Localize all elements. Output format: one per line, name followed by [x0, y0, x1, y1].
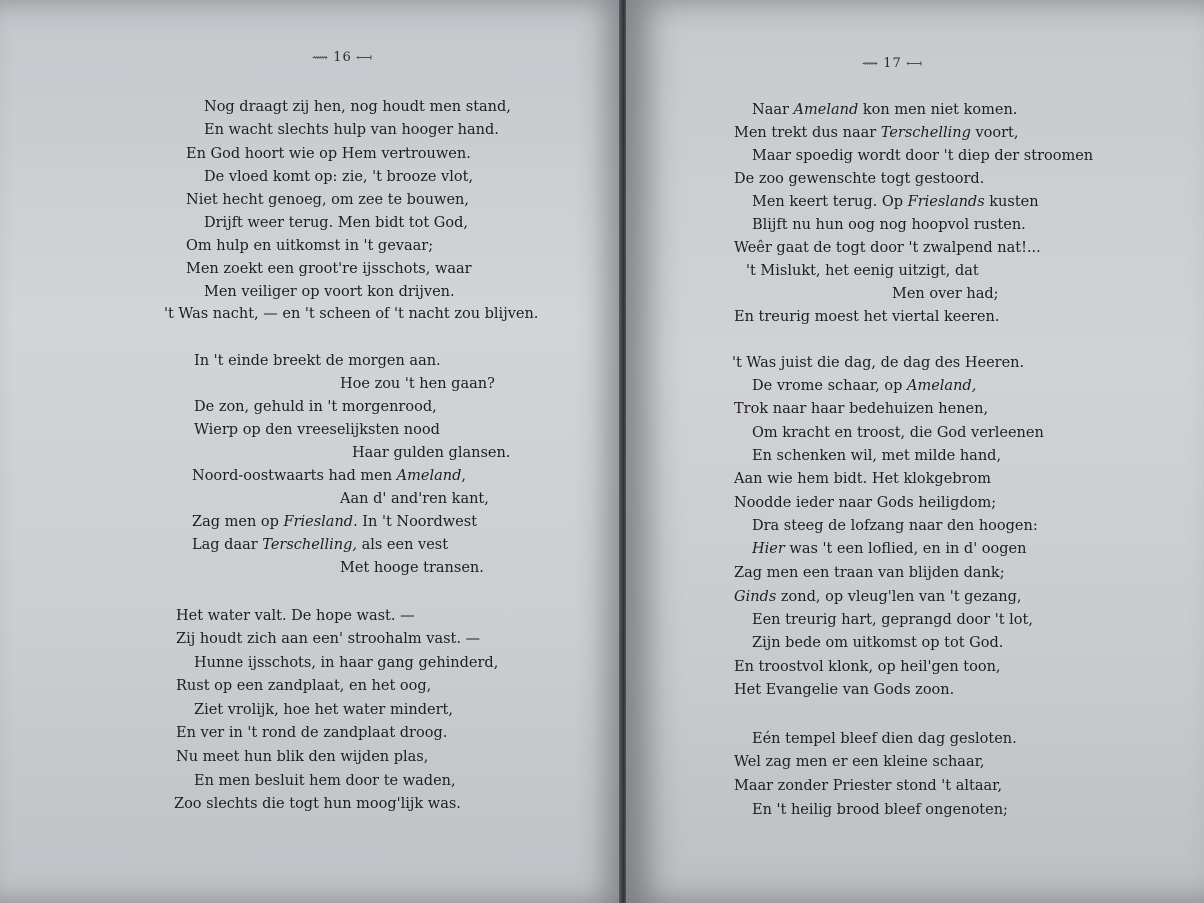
verse-line: Zag men een traan van blijden dank; — [734, 565, 1005, 581]
verse-line: En ver in 't rond de zandplaat droog. — [176, 725, 448, 741]
verse-line: De vrome schaar, op Ameland, — [752, 378, 977, 394]
verse-line: Wierp op den vreeselijksten nood — [194, 422, 440, 438]
verse-line: Men zoekt een groot're ijsschots, waar — [186, 261, 472, 277]
verse-line: Rust op een zandplaat, en het oog, — [176, 678, 432, 694]
verse-line: Zag men op Friesland. In 't Noordwest — [192, 514, 478, 530]
verse-line: Dra steeg de lofzang naar den hoogen: — [752, 518, 1038, 534]
verse-line: 't Was juist die dag, de dag des Heeren. — [732, 355, 1025, 371]
verse-line: Nu meet hun blik den wijden plas, — [176, 749, 429, 765]
ornament-left-icon: ⟿ — [312, 51, 334, 64]
verse-line: Blijft nu hun oog nog hoopvol rusten. — [752, 217, 1026, 233]
verse-line: Men keert terug. Op Frieslands kusten — [752, 194, 1039, 210]
verse-line: Zij houdt zich aan een' stroohalm vast. — — [176, 631, 481, 647]
verse-line: Aan wie hem bidt. Het klokgebrom — [734, 471, 991, 487]
verse-line: Naar Ameland kon men niet komen. — [752, 102, 1018, 118]
verse-line: Trok naar haar bedehuizen henen, — [734, 401, 989, 417]
verse-line: Weêr gaat de togt door 't zwalpend nat!... — [734, 240, 1041, 256]
verse-line: Het Evangelie van Gods zoon. — [734, 682, 955, 698]
verse-line: Zijn bede om uitkomst op tot God. — [752, 635, 1004, 651]
verse-line: Noord-oostwaarts had men Ameland, — [192, 468, 466, 484]
ornament-right-icon: ⟻ — [901, 57, 924, 70]
verse-line: Maar spoedig wordt door 't diep der stroomen — [752, 148, 1094, 164]
verse-line: Hoe zou 't hen gaan? — [340, 376, 495, 392]
verse-line: Noodde ieder naar Gods heiligdom; — [734, 495, 997, 511]
verse-line: Men over had; — [892, 286, 999, 302]
verse-line: Drijft weer terug. Men bidt tot God, — [204, 215, 468, 231]
verse-line: En treurig moest het viertal keeren. — [734, 309, 1000, 325]
verse-line: Wel zag men er een kleine schaar, — [734, 754, 985, 770]
ornament-left-icon: ⟿ — [862, 57, 884, 70]
page-number-17: ⟿ 17 ⟻ — [862, 56, 924, 71]
verse-line: En men besluit hem door te waden, — [194, 773, 456, 789]
verse-line: En God hoort wie op Hem vertrouwen. — [186, 146, 471, 162]
verse-line: Men trekt dus naar Terschelling voort, — [734, 125, 1019, 141]
verse-line: Niet hecht genoeg, om zee te bouwen, — [186, 192, 469, 208]
verse-line: En 't heilig brood bleef ongenoten; — [752, 802, 1008, 818]
verse-line: De zon, gehuld in 't morgenrood, — [194, 399, 437, 415]
verse-line: Een treurig hart, geprangd door 't lot, — [752, 612, 1033, 628]
verse-line: Ginds zond, op vleug'len van 't gezang, — [734, 589, 1022, 605]
verse-line: De zoo gewenschte togt gestoord. — [734, 171, 985, 187]
verse-line: Om kracht en troost, die God verleenen — [752, 425, 1044, 441]
verse-line: Haar gulden glansen. — [352, 445, 511, 461]
verse-line: Met hooge transen. — [340, 560, 484, 576]
ornament-right-icon: ⟻ — [351, 51, 374, 64]
page-number-16: ⟿ 16 ⟻ — [312, 50, 374, 65]
verse-line: En schenken wil, met milde hand, — [752, 448, 1002, 464]
verse-line: 't Was nacht, — en 't scheen of 't nacht zou blijven. — [164, 306, 539, 322]
verse-line: Zoo slechts die togt hun moog'lijk was. — [174, 796, 461, 812]
verse-line: Hier was 't een loflied, en in d' oogen — [752, 541, 1027, 557]
verse-line: 't Mislukt, het eenig uitzigt, dat — [746, 263, 979, 279]
verse-line: Men veiliger op voort kon drijven. — [204, 284, 455, 300]
verse-line: Maar zonder Priester stond 't altaar, — [734, 778, 1003, 794]
verse-line: De vloed komt op: zie, 't brooze vlot, — [204, 169, 474, 185]
verse-line: Eén tempel bleef dien dag gesloten. — [752, 731, 1017, 747]
verse-line: Om hulp en uitkomst in 't gevaar; — [186, 238, 434, 254]
verse-line: Nog draagt zij hen, nog houdt men stand, — [204, 99, 511, 115]
verse-line: En troostvol klonk, op heil'gen toon, — [734, 659, 1001, 675]
verse-line: En wacht slechts hulp van hooger hand. — [204, 122, 499, 138]
verse-line: Aan d' and'ren kant, — [340, 491, 489, 507]
verse-line: Ziet vrolijk, hoe het water mindert, — [194, 702, 453, 718]
verse-line: Lag daar Terschelling, als een vest — [192, 537, 449, 553]
verse-line: Het water valt. De hope wast. — — [176, 608, 415, 624]
verse-line: Hunne ijsschots, in haar gang gehinderd, — [194, 655, 499, 671]
right-page — [626, 0, 1204, 903]
verse-line: In 't einde breekt de morgen aan. — [194, 353, 441, 369]
